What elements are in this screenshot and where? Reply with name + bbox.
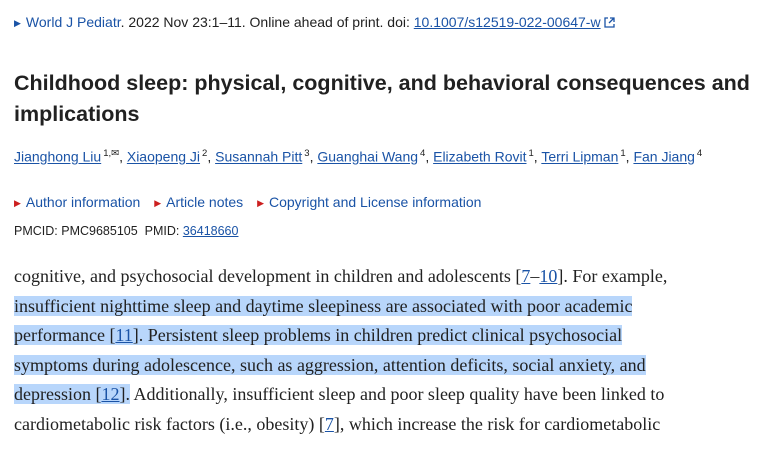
author-affiliation: 2	[202, 148, 208, 159]
expand-triangle-icon: ▶	[154, 198, 162, 208]
author-link[interactable]: Fan Jiang	[633, 148, 695, 165]
reference-link[interactable]: 10	[539, 266, 558, 286]
body-line	[14, 321, 764, 351]
citation-details: . 2022 Nov 23:1–11. Online ahead of print. doi:	[120, 14, 414, 30]
author-affiliation[interactable]: 1,✉	[103, 148, 120, 159]
article-ids: PMCID: PMC9685105 PMID: 36418660	[14, 224, 239, 238]
author-link[interactable]: Jianghong Liu	[14, 148, 102, 165]
body-line: depression [12]. Additionally, insufficient sleep and poor sleep quality have been linked to	[14, 384, 665, 405]
author-information-toggle[interactable]: ▶ Author information	[14, 194, 141, 210]
body-line	[14, 351, 764, 381]
body-line	[14, 292, 764, 322]
body-line: cardiometabolic risk factors (i.e., obesity) [7], which increase the risk for cardiometabolic	[14, 413, 661, 434]
selected-text: insufficient nighttime sleep and daytime sleepiness are associated with poor academic	[14, 295, 633, 316]
doi-link[interactable]: 10.1007/s12519-022-00647-w	[413, 14, 601, 30]
copyright-license-toggle[interactable]: ▶ Copyright and License information	[257, 194, 482, 210]
selected-text: depression [12].	[14, 384, 130, 405]
author-affiliation: 4	[696, 148, 703, 159]
author-affiliation: 4	[420, 148, 426, 159]
expand-triangle-icon: ▶	[257, 198, 264, 208]
journal-link[interactable]: World J Pediatr	[25, 14, 121, 30]
author-link[interactable]: Elizabeth Rovit	[433, 148, 527, 165]
pmcid-value: PMC9685105	[61, 224, 138, 238]
reference-link[interactable]: 12	[101, 384, 120, 405]
author-affiliation: 1	[528, 148, 534, 159]
author-link[interactable]: Xiaopeng Ji	[126, 148, 201, 165]
author-affiliation: 3	[304, 148, 310, 159]
author-affiliation: 1	[620, 148, 626, 159]
reference-link[interactable]: 7	[521, 266, 531, 286]
selected-text: symptoms during adolescence, such as aggression, attention deficits, social anxiety, and	[14, 354, 646, 375]
expand-triangle-icon: ▶	[14, 198, 21, 208]
author-link[interactable]: Terri Lipman	[541, 148, 619, 165]
author-link[interactable]: Guanghai Wang	[317, 148, 419, 165]
article-title: Childhood sleep: physical, cognitive, and behavioral consequences and implications	[14, 71, 750, 126]
reference-link[interactable]: 11	[115, 325, 133, 346]
author-list: Jianghong Liu $^{1,✉}$, Xiaopeng Ji $^2$, Susannah Pitt $^3$, Guanghai Wang $^4$, Elizabeth Rovit $^1$, Terri Lipman $^1$, Fan Jiang $^4$	[14, 148, 703, 165]
article-notes-bar	[14, 194, 491, 210]
author-link[interactable]: Susannah Pitt	[215, 148, 303, 165]
citation-line	[14, 14, 615, 31]
body-line: cognitive, and psychosocial development in children and adolescents [7–10]. For example,	[14, 266, 668, 286]
expand-triangle-icon[interactable]: ▶	[14, 18, 21, 28]
article-notes-toggle[interactable]: ▶ Article notes	[154, 194, 244, 210]
reference-link[interactable]: 7	[324, 413, 334, 434]
external-link-icon[interactable]	[604, 15, 615, 31]
pmid-link[interactable]: 36418660	[182, 224, 239, 238]
selected-text: performance [11]. Persistent sleep problems in children predict clinical psychosocial	[14, 325, 623, 346]
article-body-text	[14, 262, 764, 440]
